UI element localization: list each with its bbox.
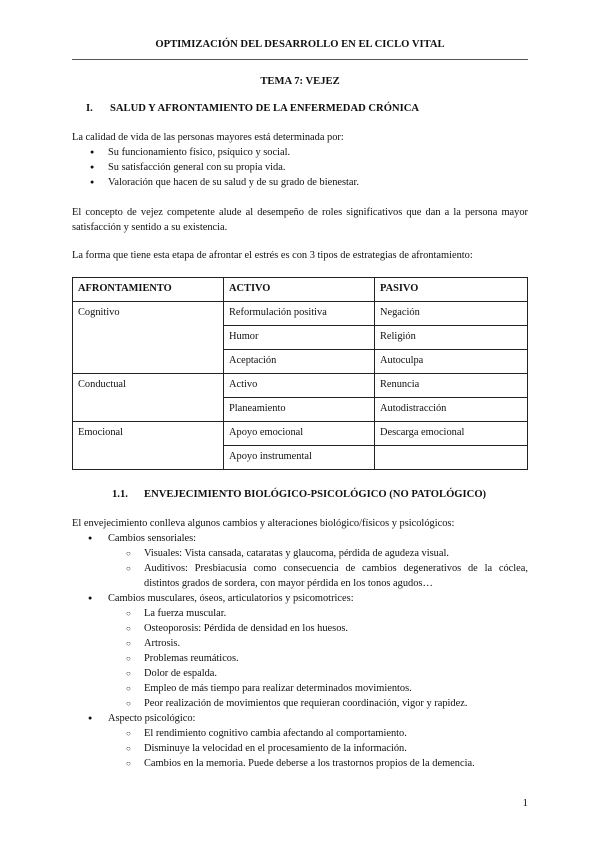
subsection-heading bbox=[112, 487, 486, 502]
sub-list bbox=[108, 546, 528, 591]
table-cell: Autodistracción bbox=[375, 398, 528, 422]
table-cell: Descarga emocional bbox=[375, 422, 528, 446]
theme-title: TEMA 7: VEJEZ bbox=[260, 76, 340, 87]
table-cell-category: Cognitivo bbox=[73, 302, 224, 374]
table-cell: Autoculpa bbox=[375, 350, 528, 374]
paragraph-afrontamiento: La forma que tiene esta etapa de afrontar el estrés es con 3 tipos de estrategias de afrontamiento: bbox=[72, 250, 473, 261]
table-cell: Reformulación positiva bbox=[224, 302, 375, 326]
sub-list-item: ○ El rendimiento cognitivo cambia afectando al comportamiento. bbox=[108, 726, 528, 741]
table-cell: Activo bbox=[224, 374, 375, 398]
sub-list-item: ○ Cambios en la memoria. Puede deberse a los trastornos propios de la demencia. bbox=[108, 756, 528, 771]
subsection-number: 1.1. bbox=[112, 489, 128, 500]
table-header-cell: ACTIVO bbox=[224, 278, 375, 302]
table-header-row bbox=[73, 278, 528, 302]
section-heading bbox=[86, 101, 419, 116]
intro-bullet-list bbox=[72, 145, 528, 190]
table-cell: Aceptación bbox=[224, 350, 375, 374]
table-row bbox=[73, 302, 528, 326]
list-item: ● Su satisfacción general con su propia vida. bbox=[72, 160, 528, 175]
list-item-label: Aspecto psicológico: bbox=[108, 713, 196, 724]
running-header: OPTIMIZACIÓN DEL DESARROLLO EN EL CICLO VITAL bbox=[155, 39, 445, 50]
table-cell-category: Emocional bbox=[73, 422, 224, 470]
table-cell: Humor bbox=[224, 326, 375, 350]
list-item-label: Cambios musculares, óseos, articulatorios y psicomotrices: bbox=[108, 593, 354, 604]
list-item bbox=[72, 531, 528, 591]
coping-strategies-table bbox=[72, 277, 528, 470]
subsection-title: ENVEJECIMIENTO BIOLÓGICO-PSICOLÓGICO (NO PATOLÓGICO) bbox=[144, 489, 487, 500]
sub-list bbox=[108, 726, 528, 771]
table-cell-category: Conductual bbox=[73, 374, 224, 422]
aging-bullet-list bbox=[72, 531, 528, 771]
table-header-cell: AFRONTAMIENTO bbox=[73, 278, 224, 302]
sub-list-item: ○ Dolor de espalda. bbox=[108, 666, 528, 681]
aging-lead: El envejecimiento conlleva algunos cambios y alteraciones biológico/físicos y psicológicos: bbox=[72, 518, 455, 529]
list-item-label: Cambios sensoriales: bbox=[108, 533, 197, 544]
sub-list-item: ○ Disminuye la velocidad en el procesamiento de la información. bbox=[108, 741, 528, 756]
list-item: ● Valoración que hacen de su salud y de su grado de bienestar. bbox=[72, 175, 528, 190]
table-row bbox=[73, 422, 528, 446]
sub-list-item: ○ Osteoporosis: Pérdida de densidad en los huesos. bbox=[108, 621, 528, 636]
page-number: 1 bbox=[522, 797, 528, 809]
intro-lead: La calidad de vida de las personas mayores está determinada por: bbox=[72, 132, 344, 143]
sub-list-item: ○ Empleo de más tiempo para realizar determinados movimientos. bbox=[108, 681, 528, 696]
section-title: SALUD Y AFRONTAMIENTO DE LA ENFERMEDAD CRÓNICA bbox=[110, 103, 420, 114]
sub-list-item: ○ Problemas reumáticos. bbox=[108, 651, 528, 666]
section-number: I. bbox=[86, 103, 93, 114]
sub-list-item: ○ La fuerza muscular. bbox=[108, 606, 528, 621]
table-cell: Renuncia bbox=[375, 374, 528, 398]
sub-list-item: ○ Auditivos: Presbiacusia como consecuencia de cambios degenerativos de la cóclea, distintos grados de sordera, con mayor pérdida en los tonos agudos… bbox=[108, 561, 528, 591]
list-item bbox=[72, 711, 528, 771]
table-cell: Religión bbox=[375, 326, 528, 350]
sub-list bbox=[108, 606, 528, 711]
aging-changes-block bbox=[72, 516, 528, 771]
table-header-cell: PASIVO bbox=[375, 278, 528, 302]
header-rule bbox=[72, 59, 528, 60]
table-cell bbox=[375, 446, 528, 470]
list-item: ● Su funcionamiento físico, psíquico y social. bbox=[72, 145, 528, 160]
sub-list-item: ○ Visuales: Vista cansada, cataratas y glaucoma, pérdida de agudeza visual. bbox=[108, 546, 528, 561]
sub-list-item: ○ Peor realización de movimientos que requieran coordinación, vigor y rapidez. bbox=[108, 696, 528, 711]
table-cell: Apoyo instrumental bbox=[224, 446, 375, 470]
table-cell: Apoyo emocional bbox=[224, 422, 375, 446]
table-cell: Planeamiento bbox=[224, 398, 375, 422]
sub-list-item: ○ Artrosis. bbox=[108, 636, 528, 651]
table-row bbox=[73, 374, 528, 398]
paragraph-vejez-competente: El concepto de vejez competente alude al desempeño de roles significativos que dan a la persona mayor satisfacción y sentido a su existencia. bbox=[72, 207, 528, 233]
list-item bbox=[72, 591, 528, 711]
table-cell: Negación bbox=[375, 302, 528, 326]
intro-block bbox=[72, 130, 528, 190]
